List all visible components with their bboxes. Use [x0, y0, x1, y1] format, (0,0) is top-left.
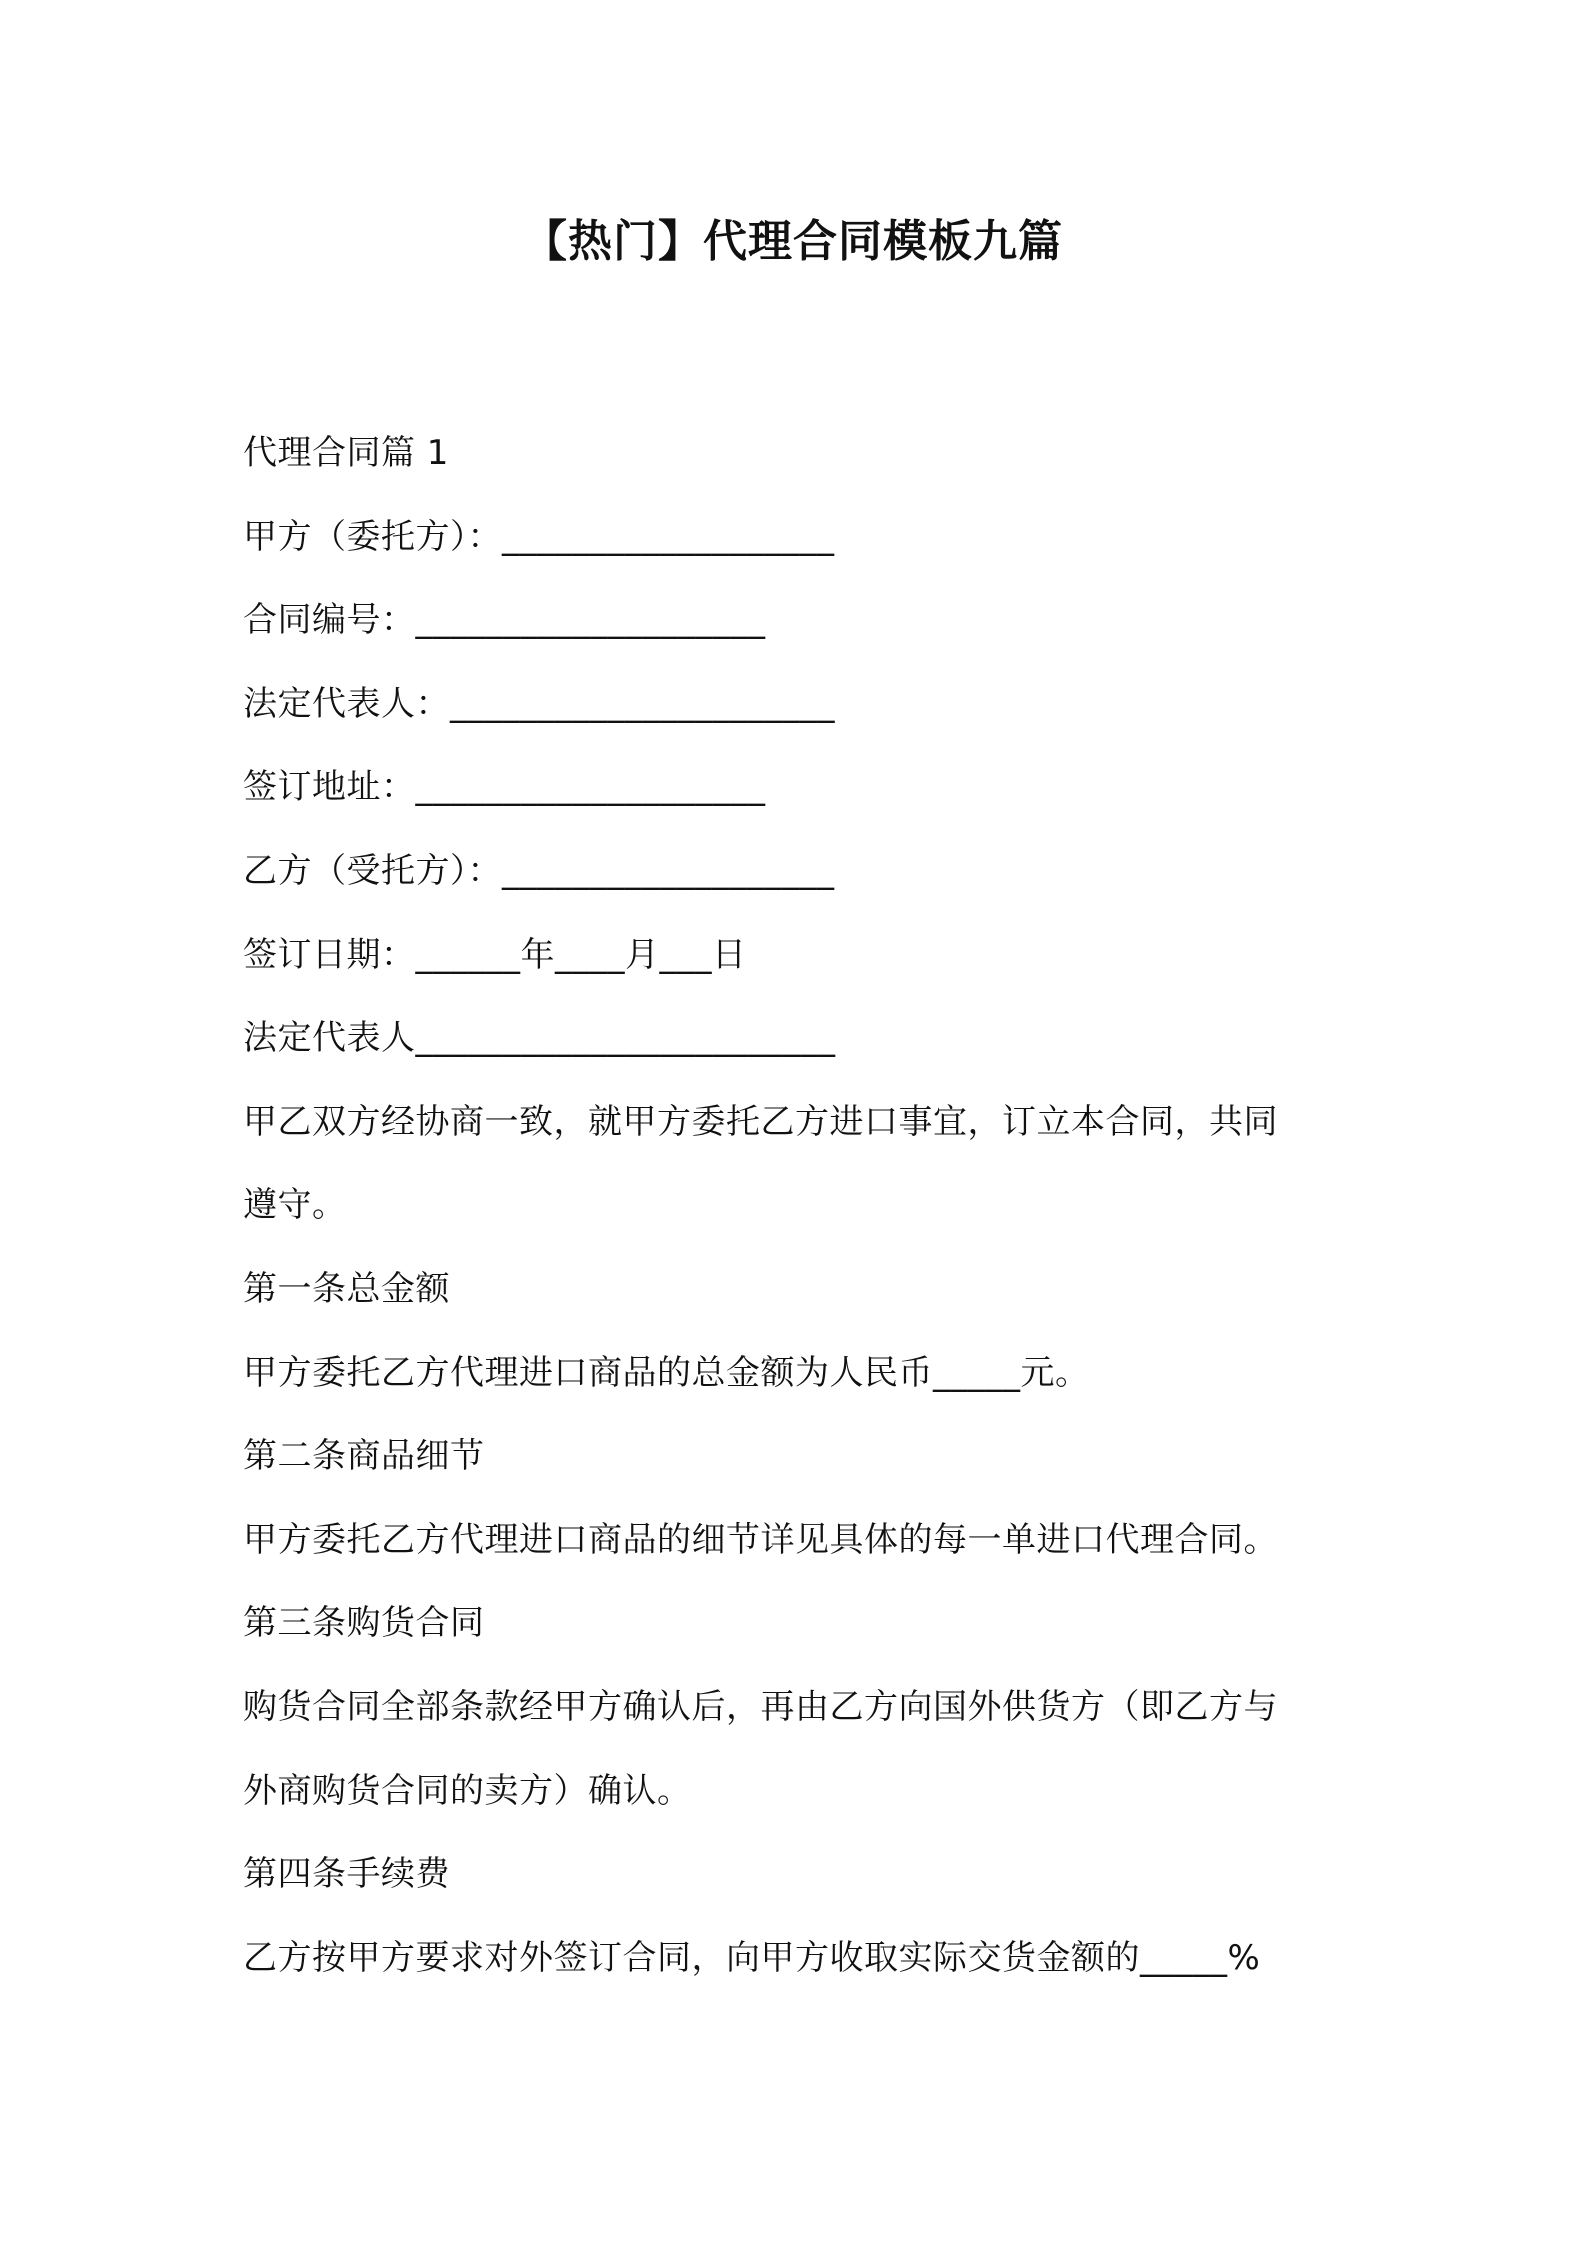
section-heading: 代理合同篇 1 — [243, 433, 449, 473]
document-title: 【热门】代理合同模板九篇 — [523, 216, 1063, 267]
contract-number-field: 合同编号：____________________ — [243, 600, 766, 641]
legal-representative-field: 法定代表人：______________________ — [243, 683, 835, 724]
article-1-text: 甲方委托乙方代理进口商品的总金额为人民币_____元。 — [243, 1352, 1090, 1393]
article-3-text-line-2: 外商购货合同的卖方）确认。 — [243, 1770, 692, 1811]
signing-date-field: 签订日期：______年____月___日 — [243, 934, 747, 975]
party-a-field: 甲方（委托方）：___________________ — [243, 516, 835, 557]
article-2-text: 甲方委托乙方代理进口商品的细节详见具体的每一单进口代理合同。 — [243, 1519, 1278, 1560]
legal-representative-field-2: 法定代表人________________________ — [243, 1018, 836, 1059]
article-4-heading: 第四条手续费 — [243, 1854, 450, 1895]
article-4-text: 乙方按甲方要求对外签订合同，向甲方收取实际交货金额的_____% — [243, 1937, 1261, 1978]
article-1-heading: 第一条总金额 — [243, 1268, 450, 1309]
article-2-heading: 第二条商品细节 — [243, 1436, 485, 1477]
intro-paragraph-line-1: 甲乙双方经协商一致，就甲方委托乙方进口事宜，订立本合同，共同 — [243, 1101, 1278, 1142]
document-body — [243, 412, 1363, 2000]
signing-address-field: 签订地址：____________________ — [243, 767, 766, 808]
article-3-text-line-1: 购货合同全部条款经甲方确认后，再由乙方向国外供货方（即乙方与 — [243, 1686, 1278, 1727]
article-3-heading: 第三条购货合同 — [243, 1603, 485, 1644]
party-b-field: 乙方（受托方）：___________________ — [243, 850, 835, 891]
intro-paragraph-line-2: 遵守。 — [243, 1185, 347, 1226]
